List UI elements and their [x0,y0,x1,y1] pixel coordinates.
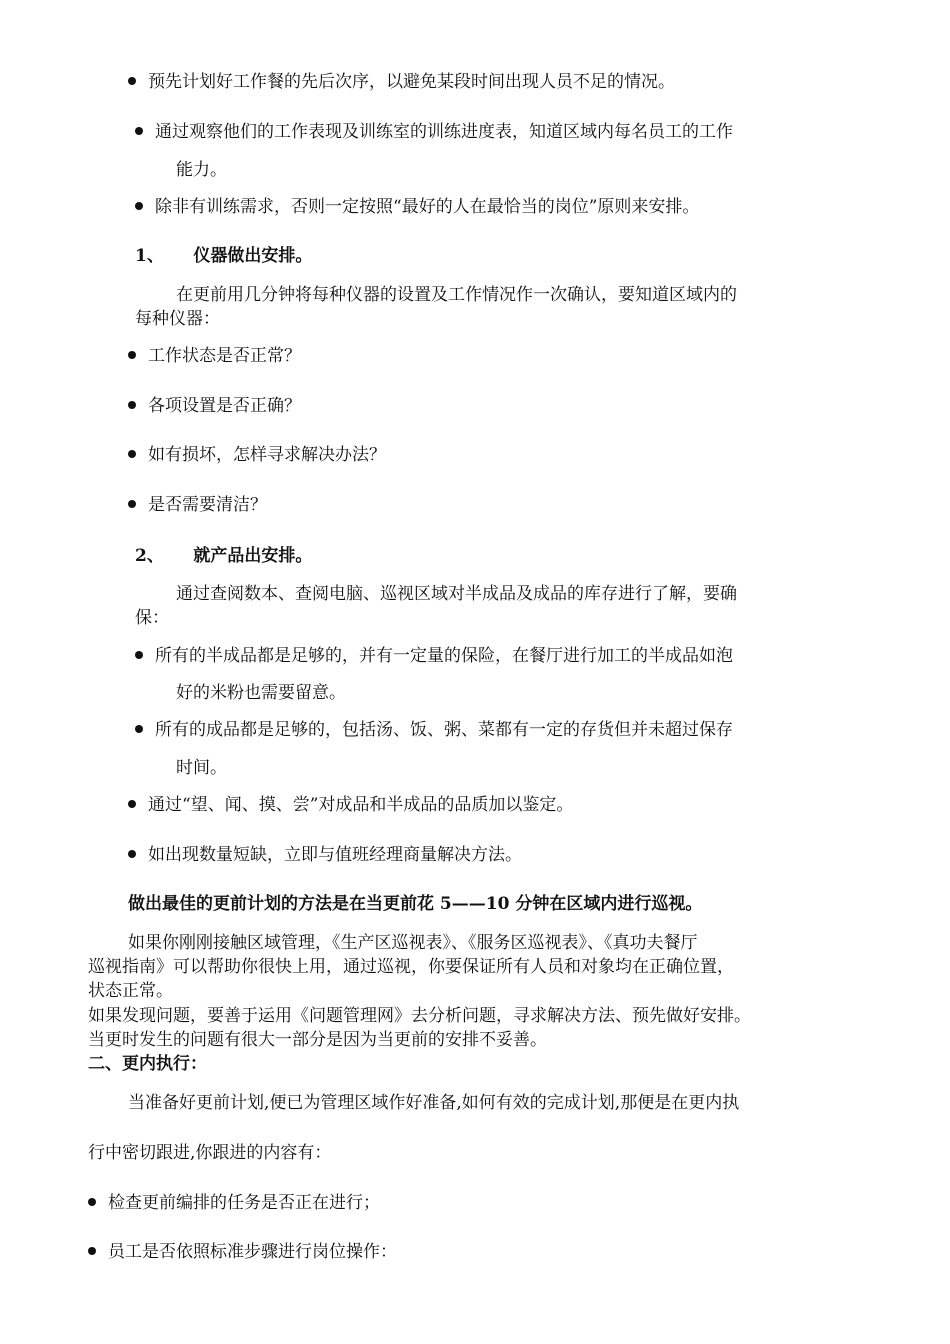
bullet-item [128,794,573,816]
bullet-item [128,395,301,417]
bullet-item [135,121,733,143]
paragraph-line [135,607,169,629]
line-text: 检查更前编排的任务是否正在进行； [108,1193,380,1213]
paragraph-line [88,1005,751,1027]
bullet-icon [135,651,143,659]
bullet-icon [128,800,136,808]
bullet-icon [88,1247,96,1255]
heading-text: 1、 仪器做出安排。 [135,246,313,266]
line-text: 所有的成品都是足够的，包括汤、饭、粥、菜都有一定的存货但并未超过保存 [155,720,733,740]
bullet-item [88,1192,380,1214]
continuation-line [176,159,227,181]
bullet-item [128,345,301,367]
line-text: 通过观察他们的工作表现及训练室的训练进度表，知道区域内每名员工的工作 [155,122,733,142]
section-heading [88,1053,207,1075]
line-text: 在更前用几分钟将每种仪器的设置及工作情况作一次确认，要知道区域内的 [176,285,737,305]
line-text: 预先计划好工作餐的先后次序，以避免某段时间出现人员不足的情况。 [148,72,675,92]
line-text: 如果你刚刚接触区域管理，《生产区巡视表》、《服务区巡视表》、《真功夫餐厅 [128,933,698,953]
bullet-icon [128,450,136,458]
section-heading [135,245,312,267]
line-text: 员工是否依照标准步骤进行岗位操作： [108,1242,397,1262]
line-text: 通过“望、闻、摸、尝”对成品和半成品的品质加以鉴定。 [148,795,574,815]
line-text: 如果发现问题，要善于运用《问题管理网》去分析问题，寻求解决方法、预先做好安排。 [88,1006,751,1026]
line-text: 通过查阅数本、查阅电脑、巡视区域对半成品及成品的库存进行了解，要确 [176,584,737,604]
paragraph-line [88,956,734,978]
line-text: 当更时发生的问题有很大一部分是因为当更前的安排不妥善。 [88,1030,547,1050]
paragraph-line [88,980,173,1002]
bullet-item [135,719,733,741]
bullet-item [128,844,522,866]
line-text: 当准备好更前计划,便已为管理区域作好准备,如何有效的完成计划,那便是在更内执 [128,1093,740,1113]
bullet-icon [128,500,136,508]
bullet-item [128,494,267,516]
bullet-item [135,645,733,667]
paragraph-line [88,1029,547,1051]
bullet-item [88,1241,397,1263]
bullet-icon [88,1198,96,1206]
paragraph-line [135,308,220,330]
line-text: 做出最佳的更前计划的方法是在当更前花 5——10 分钟在区域内进行巡视。 [128,894,703,914]
bullet-icon [128,77,136,85]
line-text: 保： [135,608,169,628]
bullet-icon [128,351,136,359]
line-text: 除非有训练需求，否则一定按照“最好的人在最恰当的岗位”原则来安排。 [155,197,700,217]
line-text: 各项设置是否正确？ [148,396,301,416]
line-text: 巡视指南》可以帮助你很快上用，通过巡视，你要保证所有人员和对象均在正确位置， [88,957,734,977]
paragraph-line [176,284,737,306]
paragraph-line [128,1092,739,1114]
heading-text: 2、 就产品出安排。 [135,546,313,566]
bullet-item [128,444,386,466]
paragraph-line [88,1142,331,1164]
line-text: 每种仪器： [135,309,220,329]
paragraph-line [128,932,698,954]
continuation-line [176,682,346,704]
bullet-item [135,196,699,218]
line-text: 好的米粉也需要留意。 [176,683,346,703]
bullet-icon [135,725,143,733]
line-text: 状态正常。 [88,981,173,1001]
bullet-item [128,71,675,93]
line-text: 时间。 [176,758,227,778]
line-text: 是否需要清洁？ [148,495,267,515]
emphasis-line [128,893,702,915]
line-text: 工作状态是否正常？ [148,346,301,366]
line-text: 如出现数量短缺，立即与值班经理商量解决方法。 [148,845,522,865]
line-text: 如有损坏，怎样寻求解决办法？ [148,445,386,465]
bullet-icon [135,127,143,135]
bullet-icon [135,202,143,210]
heading-text: 二、更内执行： [88,1054,207,1074]
section-heading [135,545,312,567]
bullet-icon [128,850,136,858]
paragraph-line [176,583,737,605]
line-text: 能力。 [176,160,227,180]
bullet-icon [128,401,136,409]
line-text: 所有的半成品都是足够的，并有一定量的保险，在餐厅进行加工的半成品如泡 [155,646,733,666]
line-text: 行中密切跟进,你跟进的内容有： [88,1143,332,1163]
continuation-line [176,757,227,779]
